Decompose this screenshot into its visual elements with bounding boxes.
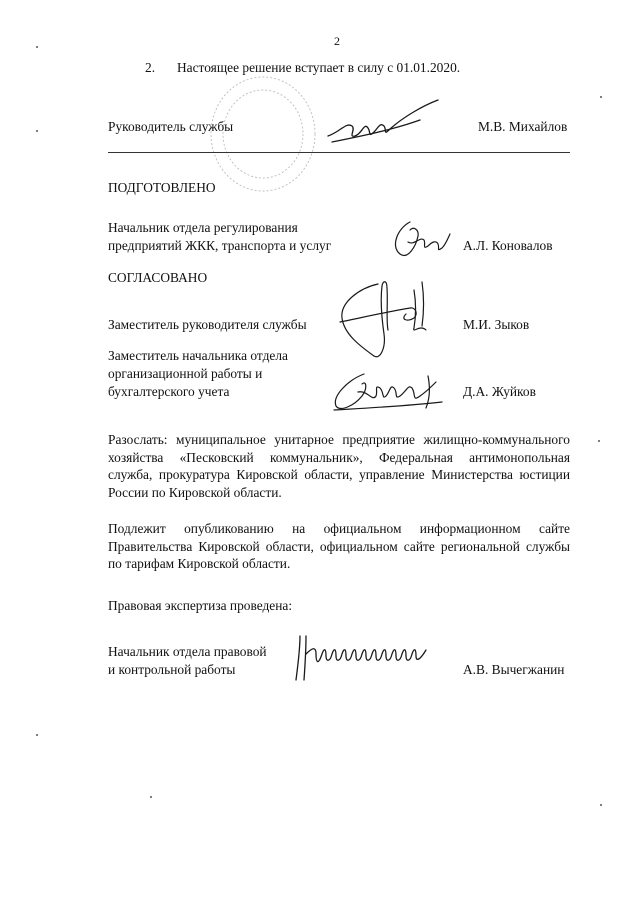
legal-position-line2: и контрольной работы bbox=[108, 662, 236, 677]
distribution-paragraph bbox=[108, 431, 570, 501]
agreed-signer1-name: М.И. Зыков bbox=[463, 317, 530, 332]
agreed-signer2-signature-image bbox=[328, 366, 448, 416]
distribution-line: хозяйства «Песковский коммунальник», Федеральная антимонопольная bbox=[108, 449, 570, 465]
agreed-signer1-position: Заместитель руководителя службы bbox=[108, 317, 307, 332]
head-position: Руководитель службы bbox=[108, 119, 234, 134]
scan-speck bbox=[598, 440, 600, 442]
prepared-position-line2: предприятий ЖКК, транспорта и услуг bbox=[108, 238, 332, 253]
agreed-signer2-position-line1: Заместитель начальника отдела bbox=[108, 348, 288, 363]
publication-line: Правительства Кировской области, официальном сайте региональной службы bbox=[108, 538, 570, 554]
distribution-line: Разослать: муниципальное унитарное предприятие жилищно-коммунального bbox=[108, 432, 570, 447]
scan-speck bbox=[600, 804, 602, 806]
scan-speck bbox=[36, 46, 38, 48]
scan-speck bbox=[36, 734, 38, 736]
prepared-signature-image bbox=[388, 216, 452, 264]
legal-name: А.В. Вычегжанин bbox=[463, 662, 565, 677]
agreed-signer2-name: Д.А. Жуйков bbox=[463, 384, 536, 399]
head-signature-image bbox=[322, 96, 442, 148]
legal-position-line1: Начальник отдела правовой bbox=[108, 644, 267, 659]
separator-line bbox=[108, 152, 570, 153]
distribution-line: служба, прокуратура Кировской области, управление Министерства юстиции bbox=[108, 467, 570, 483]
scan-speck bbox=[36, 130, 38, 132]
legal-expertise-statement: Правовая экспертиза проведена: bbox=[108, 598, 293, 613]
prepared-position-line1: Начальник отдела регулирования bbox=[108, 220, 298, 235]
agreed-signer1-signature-image bbox=[330, 272, 440, 364]
prepared-name: А.Л. Коновалов bbox=[463, 238, 553, 253]
publication-line: по тарифам Кировской области. bbox=[108, 556, 291, 572]
distribution-line: России по Кировской области. bbox=[108, 484, 282, 500]
prepared-heading: ПОДГОТОВЛЕНО bbox=[108, 180, 216, 195]
publication-line: Подлежит опубликованию на официальном информационном сайте bbox=[108, 521, 570, 536]
agreed-signer2-position-line3: бухгалтерского учета bbox=[108, 384, 230, 399]
scan-speck bbox=[600, 96, 602, 98]
legal-signature-image bbox=[290, 632, 432, 684]
scan-speck bbox=[150, 796, 152, 798]
decision-effective-date-text: Настоящее решение вступает в силу с 01.01.2020. bbox=[177, 60, 461, 75]
agreed-signer2-position-line2: организационной работы и bbox=[108, 366, 263, 381]
page-number: 2 bbox=[334, 34, 340, 48]
agreed-heading: СОГЛАСОВАНО bbox=[108, 270, 208, 285]
publication-paragraph bbox=[108, 520, 570, 573]
list-item-number: 2. bbox=[145, 60, 156, 75]
head-name: М.В. Михайлов bbox=[478, 119, 568, 134]
